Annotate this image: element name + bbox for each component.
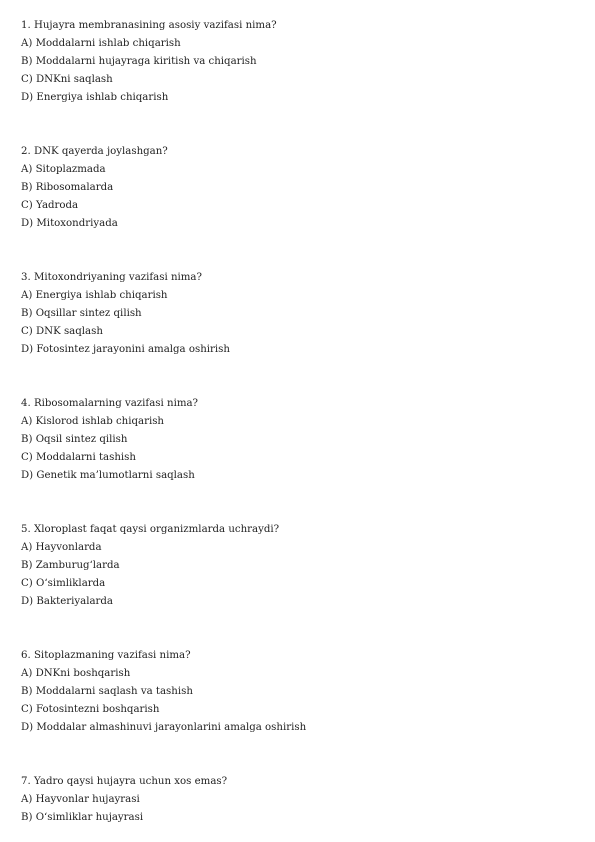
question-block [21, 397, 581, 487]
answer-option: A) Sitoplazmada [21, 164, 106, 175]
answer-option: A) Hayvonlarda [21, 542, 102, 553]
answer-option: D) Fotosintez jarayonini amalga oshirish [21, 344, 230, 355]
answer-option: D) Mitoxondriyada [21, 218, 118, 229]
answer-option: B) Ribosomalarda [21, 182, 114, 193]
answer-option: C) DNKni saqlash [21, 74, 113, 85]
question-text: 5. Xloroplast faqat qaysi organizmlarda uchraydi? [21, 524, 280, 535]
answer-option: C) Moddalarni tashish [21, 452, 136, 463]
answer-option: B) Oqsil sintez qilish [21, 434, 128, 445]
answer-option: B) O‘simliklar hujayrasi [21, 812, 144, 823]
question-block [21, 145, 581, 235]
question-text: 1. Hujayra membranasining asosiy vazifasi nima? [21, 20, 277, 31]
answer-option: C) DNK saqlash [21, 326, 103, 337]
question-block [21, 271, 581, 361]
answer-option: C) Yadroda [21, 200, 79, 211]
answer-option: D) Moddalar almashinuvi jarayonlarini amalga oshirish [21, 722, 307, 733]
answer-option: A) Kislorod ishlab chiqarish [21, 416, 164, 427]
question-block [21, 19, 581, 109]
answer-option: D) Genetik ma’lumotlarni saqlash [21, 470, 195, 481]
answer-option: B) Zamburug‘larda [21, 560, 120, 571]
question-text: 2. DNK qayerda joylashgan? [21, 146, 168, 157]
question-block [21, 523, 581, 613]
question-text: 7. Yadro qaysi hujayra uchun xos emas? [21, 776, 228, 787]
answer-option: D) Energiya ishlab chiqarish [21, 92, 169, 103]
answer-option: D) Bakteriyalarda [21, 596, 113, 607]
question-text: 3. Mitoxondriyaning vazifasi nima? [21, 272, 202, 283]
answer-option: A) DNKni boshqarish [21, 668, 131, 679]
answer-option: A) Moddalarni ishlab chiqarish [21, 38, 181, 49]
answer-option: B) Moddalarni saqlash va tashish [21, 686, 193, 697]
answer-option: A) Hayvonlar hujayrasi [21, 794, 140, 805]
answer-option: B) Oqsillar sintez qilish [21, 308, 142, 319]
question-text: 4. Ribosomalarning vazifasi nima? [21, 398, 199, 409]
question-block [21, 649, 581, 739]
answer-option: B) Moddalarni hujayraga kiritish va chiqarish [21, 56, 257, 67]
question-block [21, 775, 581, 829]
question-text: 6. Sitoplazmaning vazifasi nima? [21, 650, 191, 661]
answer-option: C) O‘simliklarda [21, 578, 106, 589]
answer-option: C) Fotosintezni boshqarish [21, 704, 160, 715]
answer-option: A) Energiya ishlab chiqarish [21, 290, 168, 301]
